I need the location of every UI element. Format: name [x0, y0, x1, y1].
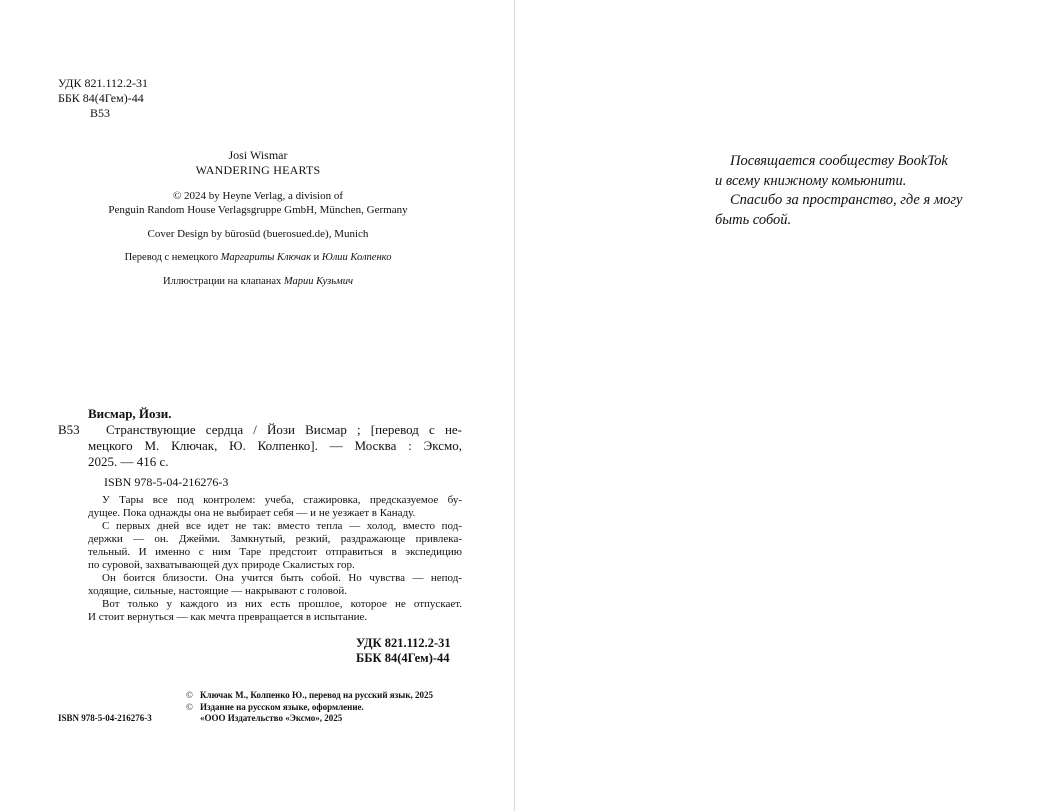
copyright-icon: © — [186, 701, 193, 712]
translator-2: Юлии Колпенко — [321, 252, 392, 263]
annotation-line: ходящие, сильные, настоящие — накрывают с головой. — [88, 585, 348, 597]
udk-code-bold: УДК 821.112.2-31 — [356, 636, 451, 650]
cover-design-credit: Cover Design by bürosüd (buerosued.de), Munich — [147, 228, 369, 240]
copyright-row — [186, 702, 433, 714]
bibliographic-line: 2025. — 416 с. — [88, 454, 169, 469]
translation-prefix: Перевод с немецкого — [124, 252, 221, 263]
bbk-code-bold: ББК 84(4Гем)-44 — [356, 651, 450, 665]
dedication — [715, 152, 985, 230]
annotation-line: С первых дней все идет не так: вместо тепла — холод, вместо под- — [102, 520, 462, 532]
copyright-publisher: «ООО Издательство «Эксмо», 2025 — [200, 713, 343, 723]
classification-block — [58, 76, 148, 121]
translation-credit — [58, 251, 458, 265]
author-code: В53 — [90, 106, 111, 120]
dedication-line: Посвящается сообществу BookTok — [730, 153, 948, 169]
annotation-line: дущее. Пока однажды она не выбирает себя — и не уезжает в Канаду. — [88, 507, 416, 519]
illustration-prefix: Иллюстрации на клапанах — [163, 276, 284, 287]
original-author: Josi Wismar — [228, 148, 288, 162]
bibliographic-author-code: В53 — [58, 422, 80, 437]
bbk-code: ББК 84(4Гем)-44 — [58, 91, 144, 105]
annotation-line: тельный. И именно с ним Таре предстоит отправиться в экспедицию — [88, 546, 462, 558]
isbn: ISBN 978-5-04-216276-3 — [104, 475, 229, 489]
translation-and: и — [311, 252, 322, 263]
dedication-line: Спасибо за пространство, где я могу — [730, 192, 963, 208]
dedication-line: и всему книжному комьюнити. — [715, 172, 907, 189]
annotation-line: Он боится близости. Она учится быть собой. Но чувства — непод- — [102, 572, 462, 584]
copyright-translation: Ключак М., Колпенко Ю., перевод на русский язык, 2025 — [200, 690, 434, 700]
udk-code: УДК 821.112.2-31 — [58, 76, 149, 90]
illustrator-name: Марии Кузьмич — [283, 276, 353, 287]
bibliographic-heading: Висмар, Йози. — [88, 406, 172, 421]
annotation-line: Вот только у каждого из них есть прошлое, которое не отпускает. — [102, 598, 462, 610]
illustration-credit — [58, 275, 458, 289]
original-copyright-line1: © 2024 by Heyne Verlag, a division of — [172, 190, 344, 202]
bibliographic-description — [88, 422, 462, 470]
annotation — [88, 494, 462, 624]
udk-bbk-block — [356, 636, 451, 666]
bibliographic-line: Странствующие сердца / Йози Висмар ; [перевод с не- — [106, 422, 462, 437]
annotation-line: по суровой, захватывающей дух природе Скалистых гор. — [88, 559, 355, 571]
bibliographic-line: мецкого М. Ключак, Ю. Колпенко]. — Москва : Эксмо, — [88, 438, 462, 453]
original-copyright-line2: Penguin Random House Verlagsgruppe GmbH, München, Germany — [108, 204, 408, 216]
left-page — [0, 0, 514, 811]
imprint-isbn: ISBN 978-5-04-216276-3 — [58, 713, 152, 723]
original-title: WANDERING HEARTS — [195, 163, 321, 177]
copyright-row — [186, 713, 433, 725]
dedication-line: быть собой. — [715, 211, 792, 228]
copyright-row — [186, 690, 433, 702]
annotation-line: И стоит вернуться — как мечта превращается в испытание. — [88, 611, 368, 623]
copyright-edition: Издание на русском языке, оформление. — [200, 701, 364, 712]
annotation-line: держки — он. Джейми. Замкнутый, резкий, раздражающе привлека- — [88, 533, 462, 545]
right-page — [515, 0, 1040, 811]
translator-1: Маргариты Ключак — [220, 252, 311, 263]
copyright-icon: © — [186, 690, 193, 700]
imprint-copyright — [186, 690, 433, 725]
original-copyright — [58, 189, 458, 217]
annotation-line: У Тары все под контролем: учеба, стажировка, предсказуемое бу- — [102, 494, 462, 506]
